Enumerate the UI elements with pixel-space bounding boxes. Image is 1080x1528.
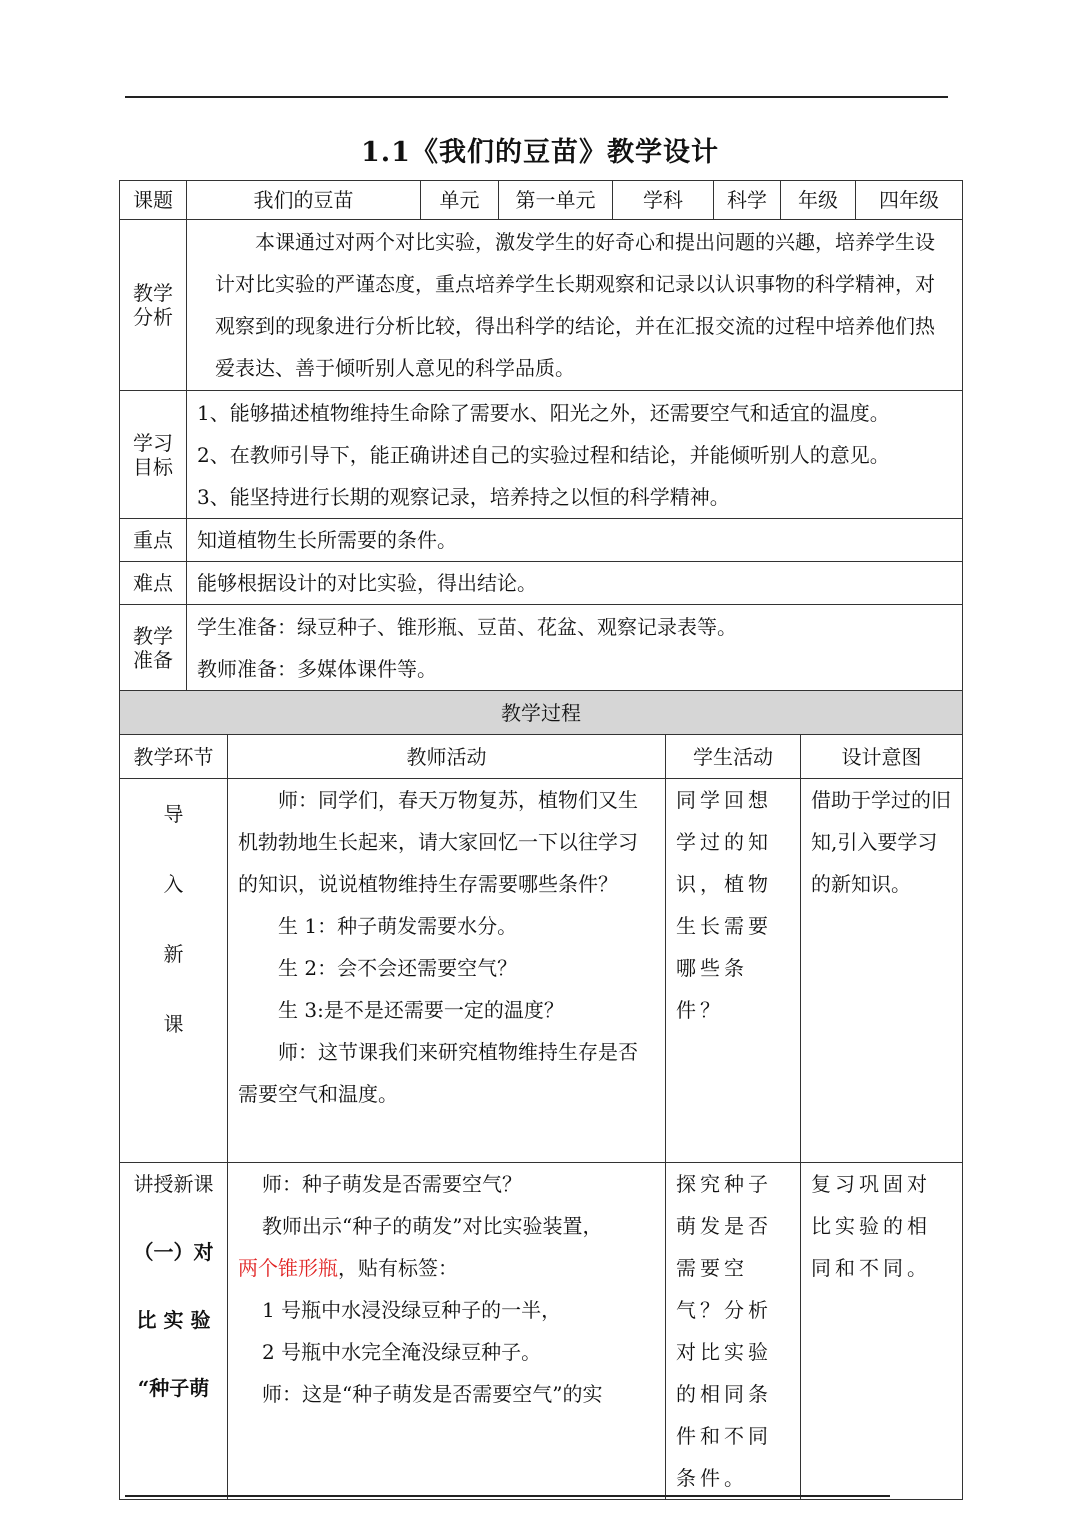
analysis-row [120,220,963,391]
column-header-intent: 设计意图 [801,735,963,779]
subject-label: 学科 [613,181,714,220]
key-point-row [120,519,963,562]
lesson-info-table [119,180,963,691]
difficulty-label: 难点 [120,562,187,605]
column-header-stage: 教学环节 [120,735,228,779]
process-column-headers [120,735,963,779]
analysis-label: 教学 分析 [120,220,187,391]
unit-label: 单元 [421,181,499,220]
subject-value: 科学 [714,181,781,220]
goal-item: 2、在教师引导下，能正确讲述自己的实验过程和结论，并能倾听别人的意见。 [197,442,890,467]
goals-label: 学习 目标 [120,391,187,519]
teacher-preparation: 教师准备：多媒体课件等。 [197,656,437,681]
goal-item: 3、能坚持进行长期的观察记录，培养持之以恒的科学精神。 [197,484,730,509]
header-rule [125,96,948,98]
column-header-student: 学生活动 [666,735,801,779]
new-lesson-student-activity: 探究种子萌发是否需要空气？分析对比实验的相同条件和不同条件。 [666,1163,801,1500]
topic-label: 课题 [120,181,187,220]
grade-value: 四年级 [856,181,963,220]
document-title: 1.1《我们的豆苗》教学设计 [361,137,719,168]
intro-row [120,779,963,1163]
intro-teacher-activity: 师：同学们，春天万物复苏，植物们又生机勃勃地生长起来，请大家回忆一下以往学习的知识，说说植物维持生存需要哪些条件？ 生 1：种子萌发需要水分。 生 2：会不会还需要空气？ 生 3:是不是还需要一定的温度？ 师：这节课我们来研究植物维持生存是否需要空气和温度。 [228,779,666,1163]
goal-item: 1、能够描述植物维持生命除了需要水、阳光之外，还需要空气和适宜的温度。 [197,400,890,425]
footer-rule [125,1495,890,1497]
new-lesson-teacher-activity: 师：种子萌发是否需要空气？ 教师出示“种子的萌发”对比实验装置， 两个锥形瓶，贴有标签： 1 号瓶中水浸没绿豆种子的一半， 2 号瓶中水完全淹没绿豆种子。 师：这是“种子萌发是否需要空气”的实 [228,1163,666,1500]
key-point-label: 重点 [120,519,187,562]
new-lesson-stage: 讲授新课 （一）对 比 实 验 “种子萌 [120,1163,228,1500]
analysis-text: 本课通过对两个对比实验，激发学生的好奇心和提出问题的兴趣，培养学生设计对比实验的严谨态度，重点培养学生长期观察和记录以认识事物的科学精神，对观察到的现象进行分析比较，得出科学的结论，并在汇报交流的过程中培养他们热爱表达、善于倾听别人意见的科学品质。 [187,220,963,391]
student-preparation: 学生准备：绿豆种子、锥形瓶、豆苗、花盆、观察记录表等。 [197,614,737,639]
difficulty-text: 能够根据设计的对比实验，得出结论。 [187,562,963,605]
key-point-text: 知道植物生长所需要的条件。 [187,519,963,562]
process-header: 教学过程 [120,691,963,735]
grade-label: 年级 [781,181,856,220]
preparation-row [120,605,963,691]
goals-list [187,391,963,519]
intro-stage: 导 入 新 课 [120,779,228,1163]
intro-student-activity: 同学回想学过的知识，植物生长需要哪些条件？ [666,779,801,1163]
topic-value: 我们的豆苗 [187,181,421,220]
teaching-process-table [119,690,963,1500]
goals-row [120,391,963,519]
highlighted-text: 两个锥形瓶 [238,1256,338,1280]
preparation-text [187,605,963,691]
new-lesson-row [120,1163,963,1500]
intro-design-intent: 借助于学过的旧知,引入要学习的新知识。 [801,779,963,1163]
column-header-teacher: 教师活动 [228,735,666,779]
preparation-label: 教学 准备 [120,605,187,691]
unit-value: 第一单元 [499,181,613,220]
new-lesson-design-intent: 复习巩固对比实验的相同和不同。 [801,1163,963,1500]
difficulty-row [120,562,963,605]
